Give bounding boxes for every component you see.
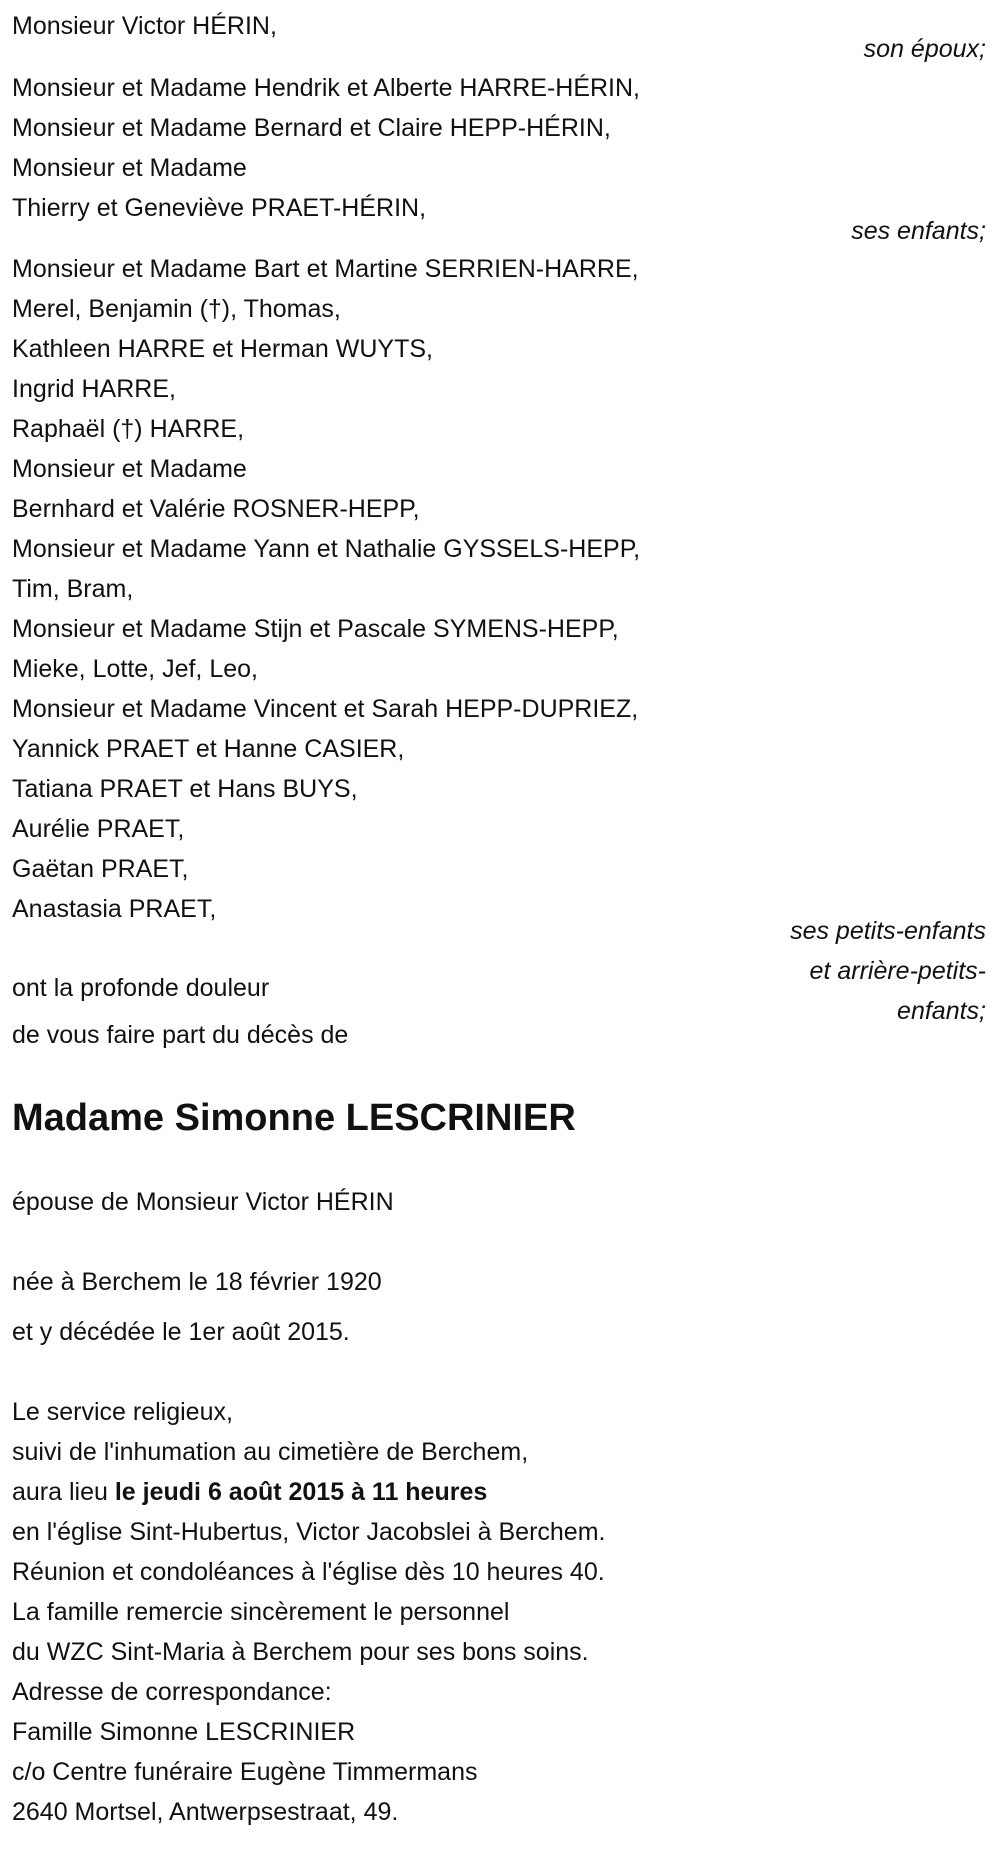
deceased-name: Madame Simonne LESCRINIER	[12, 1097, 576, 1139]
text-line: Monsieur et Madame Bart et Martine SERRIEN-HARRE,	[12, 255, 639, 283]
text-line: de vous faire part du décès de	[12, 1021, 349, 1049]
text-line: Tim, Bram,	[12, 575, 134, 603]
birth-death-dates	[12, 1257, 382, 1357]
text-line: et y décédée le 1er août 2015.	[12, 1318, 350, 1346]
spouse-list	[12, 6, 277, 46]
service-details	[12, 1392, 605, 1832]
spouse-label	[864, 29, 986, 69]
text-line: Réunion et condoléances à l'église dès 10 heures 40.	[12, 1558, 605, 1586]
text-line: Monsieur et Madame Yann et Nathalie GYSSELS-HEPP,	[12, 535, 641, 563]
text-line: Monsieur Victor HÉRIN,	[12, 12, 277, 40]
text-line: Raphaël (†) HARRE,	[12, 415, 245, 443]
text-line: Monsieur et Madame	[12, 154, 247, 182]
text-line: son époux;	[863, 35, 986, 63]
children-label	[851, 211, 986, 251]
grandchildren-list	[12, 249, 640, 929]
grandchildren-label	[790, 911, 986, 1031]
children-list	[12, 68, 640, 228]
text-line: Anastasia PRAET,	[12, 895, 217, 923]
service-rest	[12, 1512, 605, 1832]
text-line: Tatiana PRAET et Hans BUYS,	[12, 775, 358, 803]
text-line: Monsieur et Madame	[12, 455, 247, 483]
text-line: et arrière-petits-	[809, 957, 986, 985]
text-line: en l'église Sint-Hubertus, Victor Jacobslei à Berchem.	[12, 1518, 606, 1546]
text-line: Gaëtan PRAET,	[12, 855, 189, 883]
text-line: Monsieur et Madame Hendrik et Alberte HARRE-HÉRIN,	[12, 74, 641, 102]
text-line: Yannick PRAET et Hanne CASIER,	[12, 735, 405, 763]
text-line: née à Berchem le 18 février 1920	[12, 1268, 382, 1296]
announcement	[12, 965, 348, 1059]
text-line: ses enfants;	[851, 217, 986, 245]
text-line: du WZC Sint-Maria à Berchem pour ses bons soins.	[12, 1638, 589, 1666]
service-line: suivi de l'inhumation au cimetière de Berchem,	[12, 1438, 529, 1466]
text-line: Monsieur et Madame Stijn et Pascale SYMENS-HEPP,	[12, 615, 619, 643]
text-line: Bernhard et Valérie ROSNER-HEPP,	[12, 495, 420, 523]
text-line: Aurélie PRAET,	[12, 815, 185, 843]
spouse-of: épouse de Monsieur Victor HÉRIN	[12, 1188, 394, 1216]
text-line: Merel, Benjamin (†), Thomas,	[12, 295, 341, 323]
text-line: Famille Simonne LESCRINIER	[12, 1718, 356, 1746]
text-line: Monsieur et Madame Vincent et Sarah HEPP-DUPRIEZ,	[12, 695, 639, 723]
text-line: enfants;	[897, 997, 986, 1025]
text-line: La famille remercie sincèrement le personnel	[12, 1598, 510, 1626]
text-line: ses petits-enfants	[790, 917, 986, 945]
text-line: Ingrid HARRE,	[12, 375, 176, 403]
text-line: Thierry et Geneviève PRAET-HÉRIN,	[12, 194, 427, 222]
service-date-line	[12, 1472, 605, 1512]
text-line: Adresse de correspondance:	[12, 1678, 332, 1706]
service-line: Le service religieux,	[12, 1398, 233, 1426]
service-prefix: aura lieu	[12, 1478, 115, 1506]
service-date: le jeudi 6 août 2015 à 11 heures	[114, 1478, 488, 1506]
text-line: ont la profonde douleur	[12, 974, 270, 1002]
text-line: Kathleen HARRE et Herman WUYTS,	[12, 335, 433, 363]
text-line: c/o Centre funéraire Eugène Timmermans	[12, 1758, 478, 1786]
text-line: Mieke, Lotte, Jef, Leo,	[12, 655, 258, 683]
text-line: 2640 Mortsel, Antwerpsestraat, 49.	[12, 1798, 399, 1826]
text-line: Monsieur et Madame Bernard et Claire HEPP-HÉRIN,	[12, 114, 611, 142]
